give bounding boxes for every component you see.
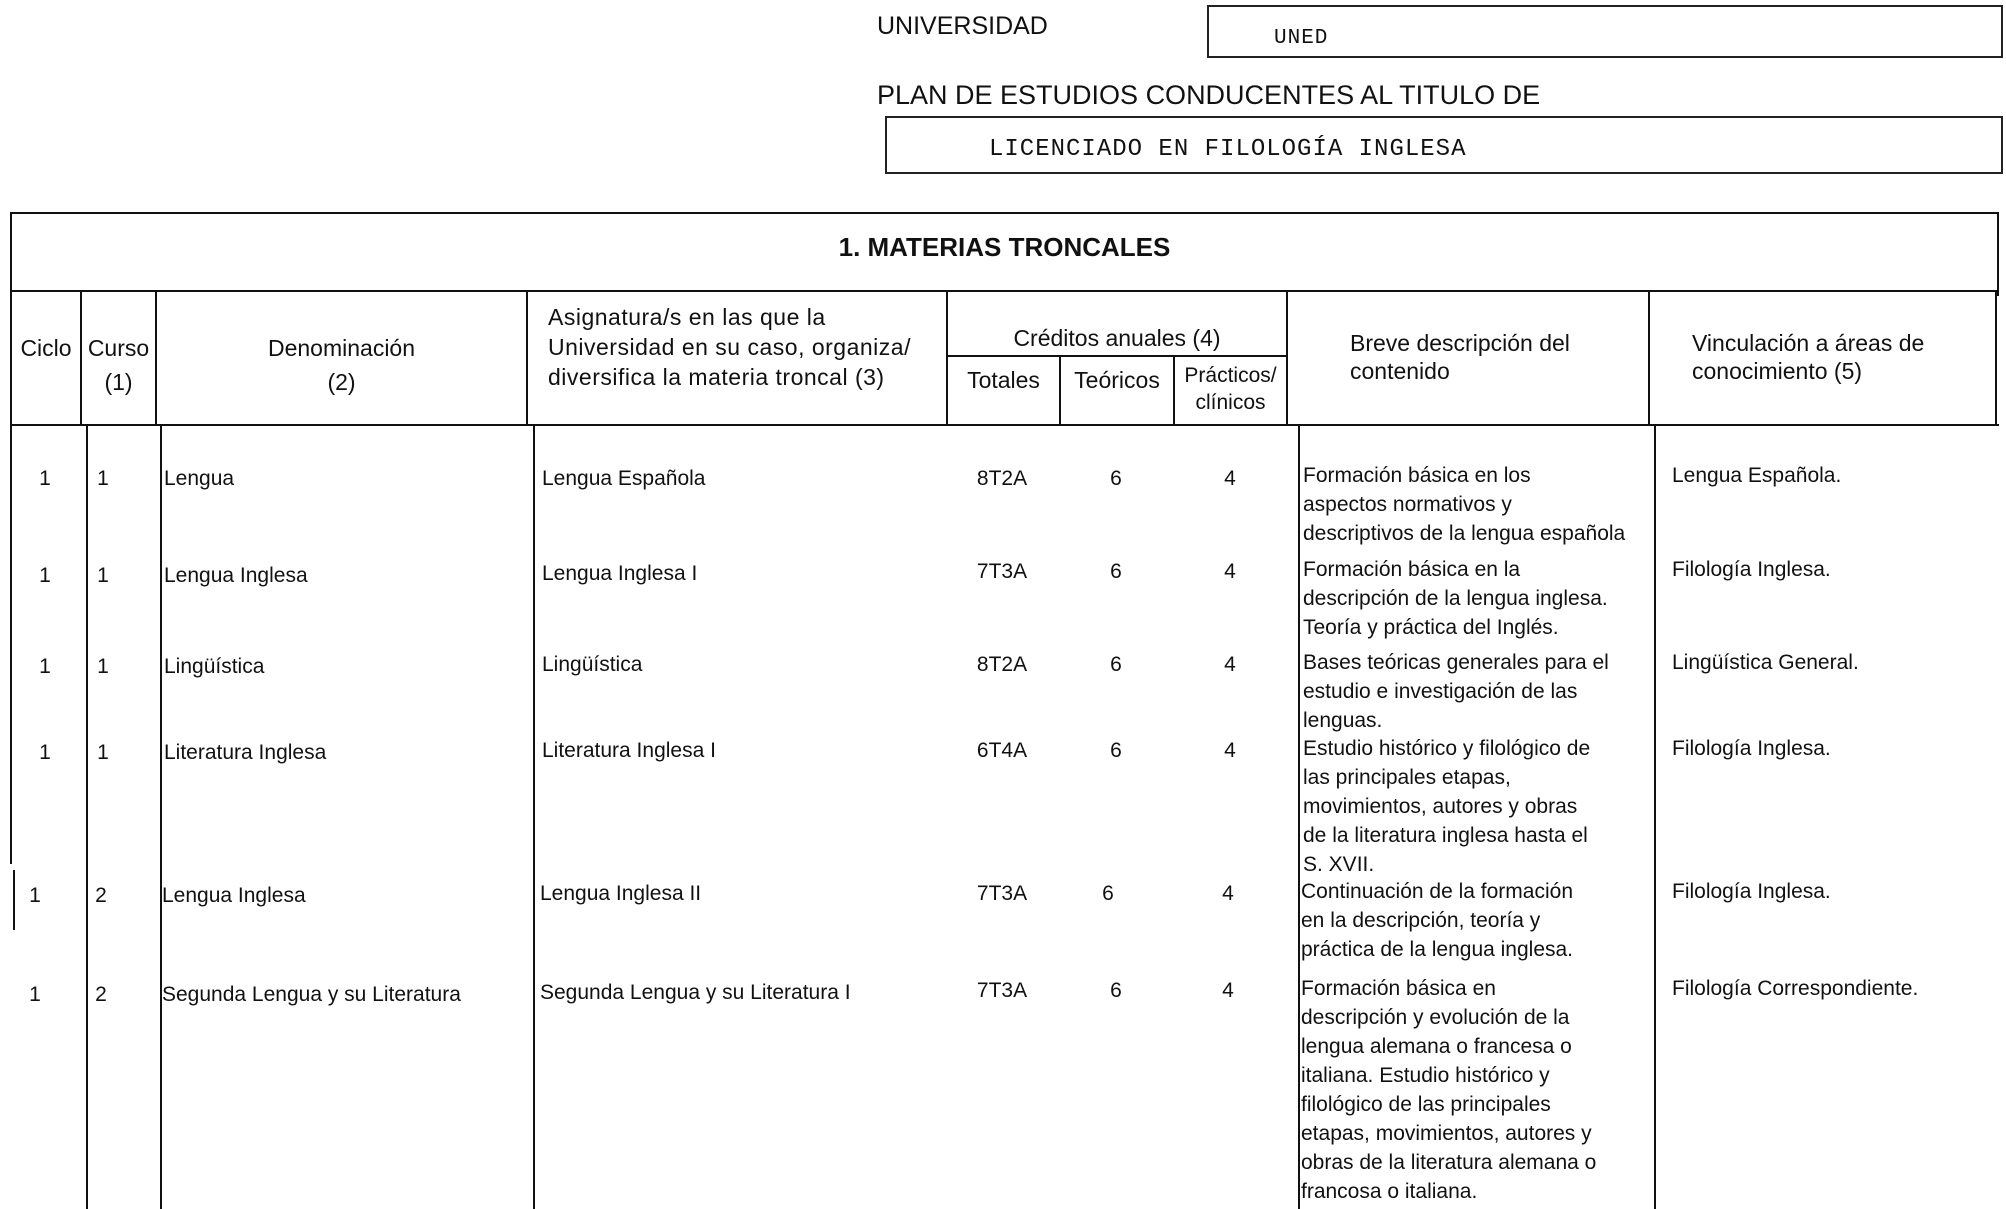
table-row-teoricos: 6: [1110, 560, 1122, 583]
university-value: UNED: [1274, 27, 1329, 50]
table-row-asignatura: Literatura Inglesa I: [542, 739, 716, 762]
table-row-asignatura: Segunda Lengua y su Literatura I: [540, 981, 851, 1004]
table-row-practicos: 4: [1224, 467, 1236, 490]
table-row-vinculacion: Filología Inglesa.: [1672, 558, 1831, 581]
table-row-denominacion: Lengua Inglesa: [164, 564, 308, 587]
table-row-curso: 1: [97, 467, 109, 490]
table-row-denominacion: Lengua Inglesa: [162, 884, 306, 907]
table-row-teoricos: 6: [1110, 653, 1122, 676]
table-row-asignatura: Lengua Española: [542, 467, 706, 490]
table-row-teoricos: 6: [1110, 979, 1122, 1002]
table-row-totales: 7T3A: [976, 560, 1028, 583]
table-row-practicos: 4: [1222, 882, 1234, 905]
table-row-totales: 6T4A: [976, 739, 1028, 762]
table-row-asignatura: Lingüística: [542, 653, 643, 676]
degree-field: [885, 116, 2003, 174]
university-label: UNIVERSIDAD: [877, 12, 1048, 40]
table-row-ciclo: 1: [29, 983, 41, 1006]
table-row-asignatura: Lengua Inglesa I: [542, 562, 698, 585]
col-practicos: Prácticos/ clínicos: [1184, 364, 1277, 414]
col-curso: Curso: [87, 335, 150, 361]
col-denominacion: Denominación: [267, 335, 416, 361]
table-row-practicos: 4: [1224, 653, 1236, 676]
table-row-teoricos: 6: [1110, 739, 1122, 762]
table-row-totales: 7T3A: [976, 979, 1028, 1002]
table-row-ciclo: 1: [39, 564, 51, 587]
table-row-descripcion: Formación básica en descripción y evolución de la lengua alemana o francesa o italiana. Estudio histórico y filológico de las principales etapas, movimientos, autores y obras de la literatura alemana o francosa o italiana.: [1301, 977, 1597, 1203]
table-row-curso: 1: [97, 655, 109, 678]
col-teoricos: Teóricos: [1074, 367, 1160, 393]
col-creditos: Créditos anuales (4): [1013, 325, 1221, 351]
table-row-denominacion: Segunda Lengua y su Literatura: [162, 983, 461, 1006]
table-row-practicos: 4: [1224, 739, 1236, 762]
table-row-vinculacion: Filología Correspondiente.: [1672, 977, 1919, 1000]
table-row-vinculacion: Filología Inglesa.: [1672, 737, 1831, 760]
table-row-descripcion: Formación básica en la descripción de la lengua inglesa. Teoría y práctica del Inglés.: [1303, 558, 1608, 639]
table-row-asignatura: Lengua Inglesa II: [540, 882, 702, 905]
plan-label: PLAN DE ESTUDIOS CONDUCENTES AL TITULO DE: [877, 80, 1541, 110]
table-row-curso: 2: [95, 884, 107, 907]
table-row-descripcion: Bases teóricas generales para el estudio e investigación de las lenguas.: [1303, 651, 1609, 732]
table-row-totales: 7T3A: [976, 882, 1028, 905]
table-row-descripcion: Estudio histórico y filológico de las principales etapas, movimientos, autores y obras de la literatura inglesa hasta el S. XVII.: [1303, 737, 1591, 876]
col-ciclo: Ciclo: [20, 335, 72, 361]
table-row-descripcion: Formación básica en los aspectos normativos y descriptivos de la lengua española: [1303, 464, 1626, 545]
table-row-denominacion: Lengua: [164, 467, 235, 490]
table-row-vinculacion: Lingüística General.: [1672, 651, 1859, 674]
table-row-ciclo: 1: [39, 741, 51, 764]
table-row-ciclo: 1: [39, 655, 51, 678]
table-row-denominacion: Literatura Inglesa: [164, 741, 327, 764]
table-row-practicos: 4: [1222, 979, 1234, 1002]
table-row-totales: 8T2A: [976, 467, 1028, 490]
col-curso-note: (1): [104, 369, 133, 395]
table-row-vinculacion: Lengua Española.: [1672, 464, 1842, 487]
table-row-denominacion: Lingüística: [164, 655, 265, 678]
col-asignatura: Asignatura/s en las que la Universidad en su caso, organiza/ diversifica la materia troncal (3): [548, 304, 911, 390]
col-descripcion: Breve descripción del contenido: [1350, 330, 1570, 384]
table-row-vinculacion: Filología Inglesa.: [1672, 880, 1831, 903]
table-row-curso: 2: [95, 983, 107, 1006]
degree-value: LICENCIADO EN FILOLOGÍA INGLESA: [989, 136, 1467, 163]
table-row-teoricos: 6: [1110, 467, 1122, 490]
table-row-teoricos: 6: [1102, 882, 1114, 905]
table-row-ciclo: 1: [29, 884, 41, 907]
col-denominacion-note: (2): [327, 369, 356, 395]
col-totales: Totales: [967, 367, 1040, 393]
table-row-ciclo: 1: [39, 467, 51, 490]
university-field: [1207, 5, 2003, 58]
section-title: 1. MATERIAS TRONCALES: [838, 232, 1171, 262]
table-row-curso: 1: [97, 741, 109, 764]
table-row-practicos: 4: [1224, 560, 1236, 583]
table-row-totales: 8T2A: [976, 653, 1028, 676]
table-row-curso: 1: [97, 564, 109, 587]
table-row-descripcion: Continuación de la formación en la descripción, teoría y práctica de la lengua inglesa.: [1301, 880, 1574, 961]
col-vinculacion: Vinculación a áreas de conocimiento (5): [1692, 330, 1925, 384]
